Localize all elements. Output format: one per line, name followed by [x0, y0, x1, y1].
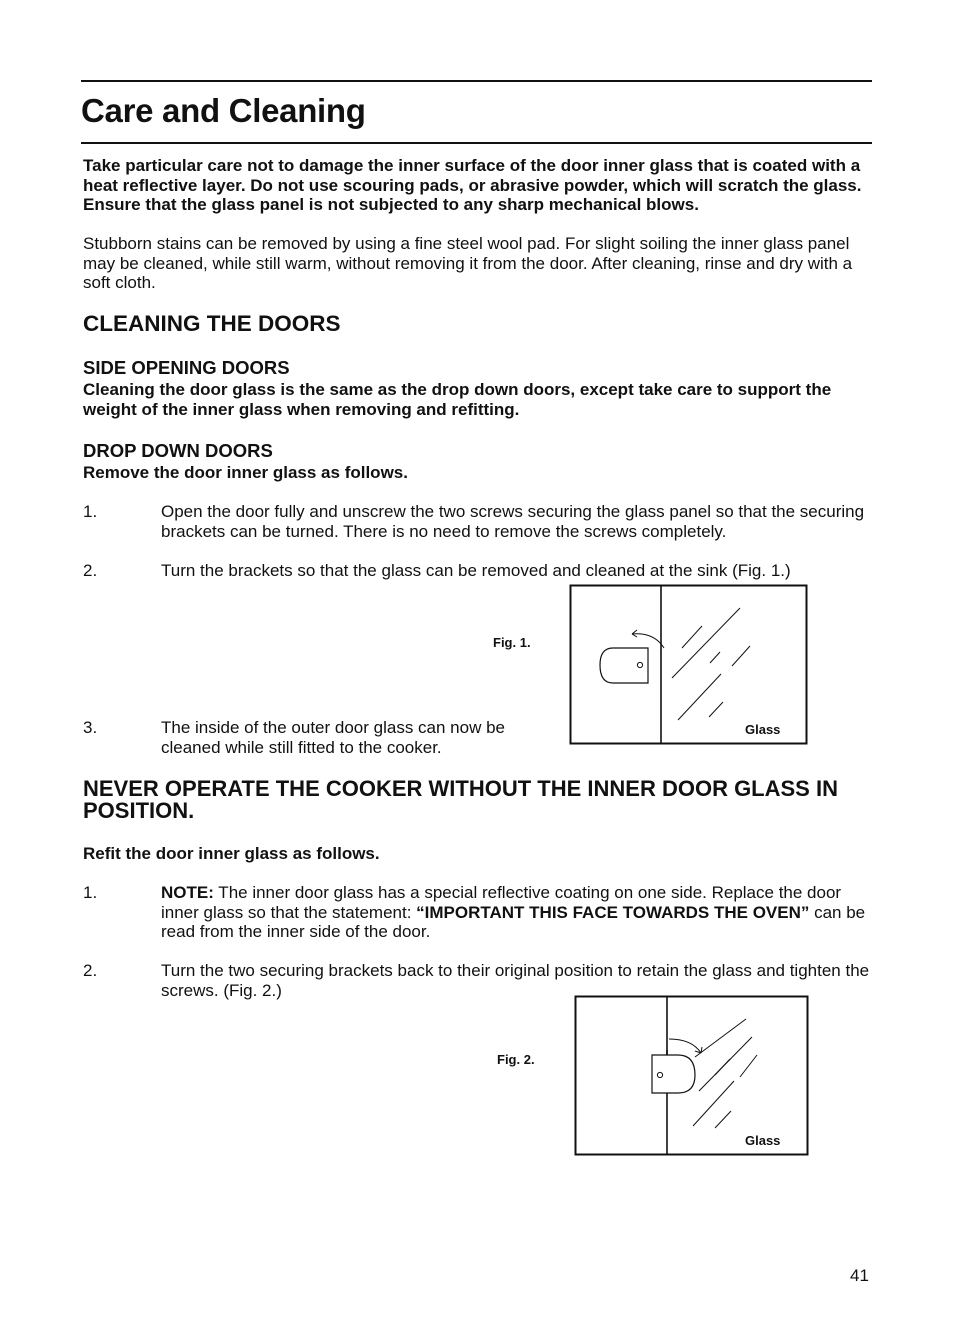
drop-down-intro: Remove the door inner glass as follows. — [83, 463, 408, 482]
step-text: Turn the two securing brackets back to their original position to retain the glass and tighten the screws. (Fig. 2.) — [161, 961, 870, 1000]
warning-heading: NEVER OPERATE THE COOKER WITHOUT THE INNER DOOR GLASS IN POSITION. — [83, 776, 838, 823]
securing-bracket-icon — [600, 648, 648, 683]
glass-reflection-lines — [672, 608, 750, 720]
refit-note-text — [161, 883, 871, 942]
intro-warning-text: Take particular care not to damage the inner surface of the door inner glass that is coated with a heat reflective layer. Do not use scouring pads, or abrasive powder, which will scratch the glass. Ensure that the glass panel is not subjected to any sharp mechanical blows. — [83, 156, 862, 214]
step-number: 2. — [83, 561, 98, 580]
note-label: NOTE: — [161, 883, 214, 902]
side-opening-text: Cleaning the door glass is the same as the drop down doors, except take care to support the weight of the inner glass when removing and refitting. — [83, 380, 832, 419]
page-number: 41 — [850, 1266, 869, 1285]
section-heading-cleaning-doors: CLEANING THE DOORS — [83, 311, 341, 336]
figure-1-glass-label: Glass — [745, 722, 781, 737]
step-number: 1. — [83, 883, 98, 902]
step-number: 1. — [83, 502, 98, 521]
intro-body-text: Stubborn stains can be removed by using a fine steel wool pad. For slight soiling the inner glass panel may be cleaned, while still warm, without removing it from the door. After cleaning, rinse and dry with a soft cloth. — [83, 234, 853, 292]
page-title: Care and Cleaning — [81, 92, 366, 129]
step-text: Turn the brackets so that the glass can be removed and cleaned at the sink (Fig. 1.) — [161, 561, 791, 580]
refit-intro: Refit the door inner glass as follows. — [83, 844, 380, 863]
figure-2-glass-label: Glass — [745, 1133, 781, 1148]
title-rule — [81, 142, 872, 144]
screw-icon — [637, 662, 642, 667]
note-text-b: can be read from the inner side of the door. — [161, 902, 866, 941]
note-quote: “IMPORTANT THIS FACE TOWARDS THE OVEN” — [416, 902, 810, 922]
step-text: Open the door fully and unscrew the two screws securing the glass panel so that the securing brackets can be turned. There is no need to remove the screws completely. — [161, 502, 865, 541]
figure-1-frame — [571, 586, 807, 744]
glass-reflection-lines — [693, 1019, 757, 1128]
subheading-side-opening-doors: SIDE OPENING DOORS — [83, 357, 290, 378]
step-number: 2. — [83, 961, 98, 980]
note-text-a: The inner door glass has a special reflective coating on one side. Replace the door inner glass so that the statement: — [161, 883, 842, 922]
figure-2-label: Fig. 2. — [497, 1052, 535, 1067]
subheading-drop-down-doors: DROP DOWN DOORS — [83, 440, 273, 461]
step-number: 3. — [83, 718, 98, 737]
top-rule — [81, 80, 872, 82]
rotation-arrow-icon — [632, 634, 664, 648]
step-text: The inside of the outer door glass can now be cleaned while still fitted to the cooker. — [161, 718, 505, 757]
securing-bracket-icon — [652, 1055, 695, 1093]
figure-1-label: Fig. 1. — [493, 635, 531, 650]
